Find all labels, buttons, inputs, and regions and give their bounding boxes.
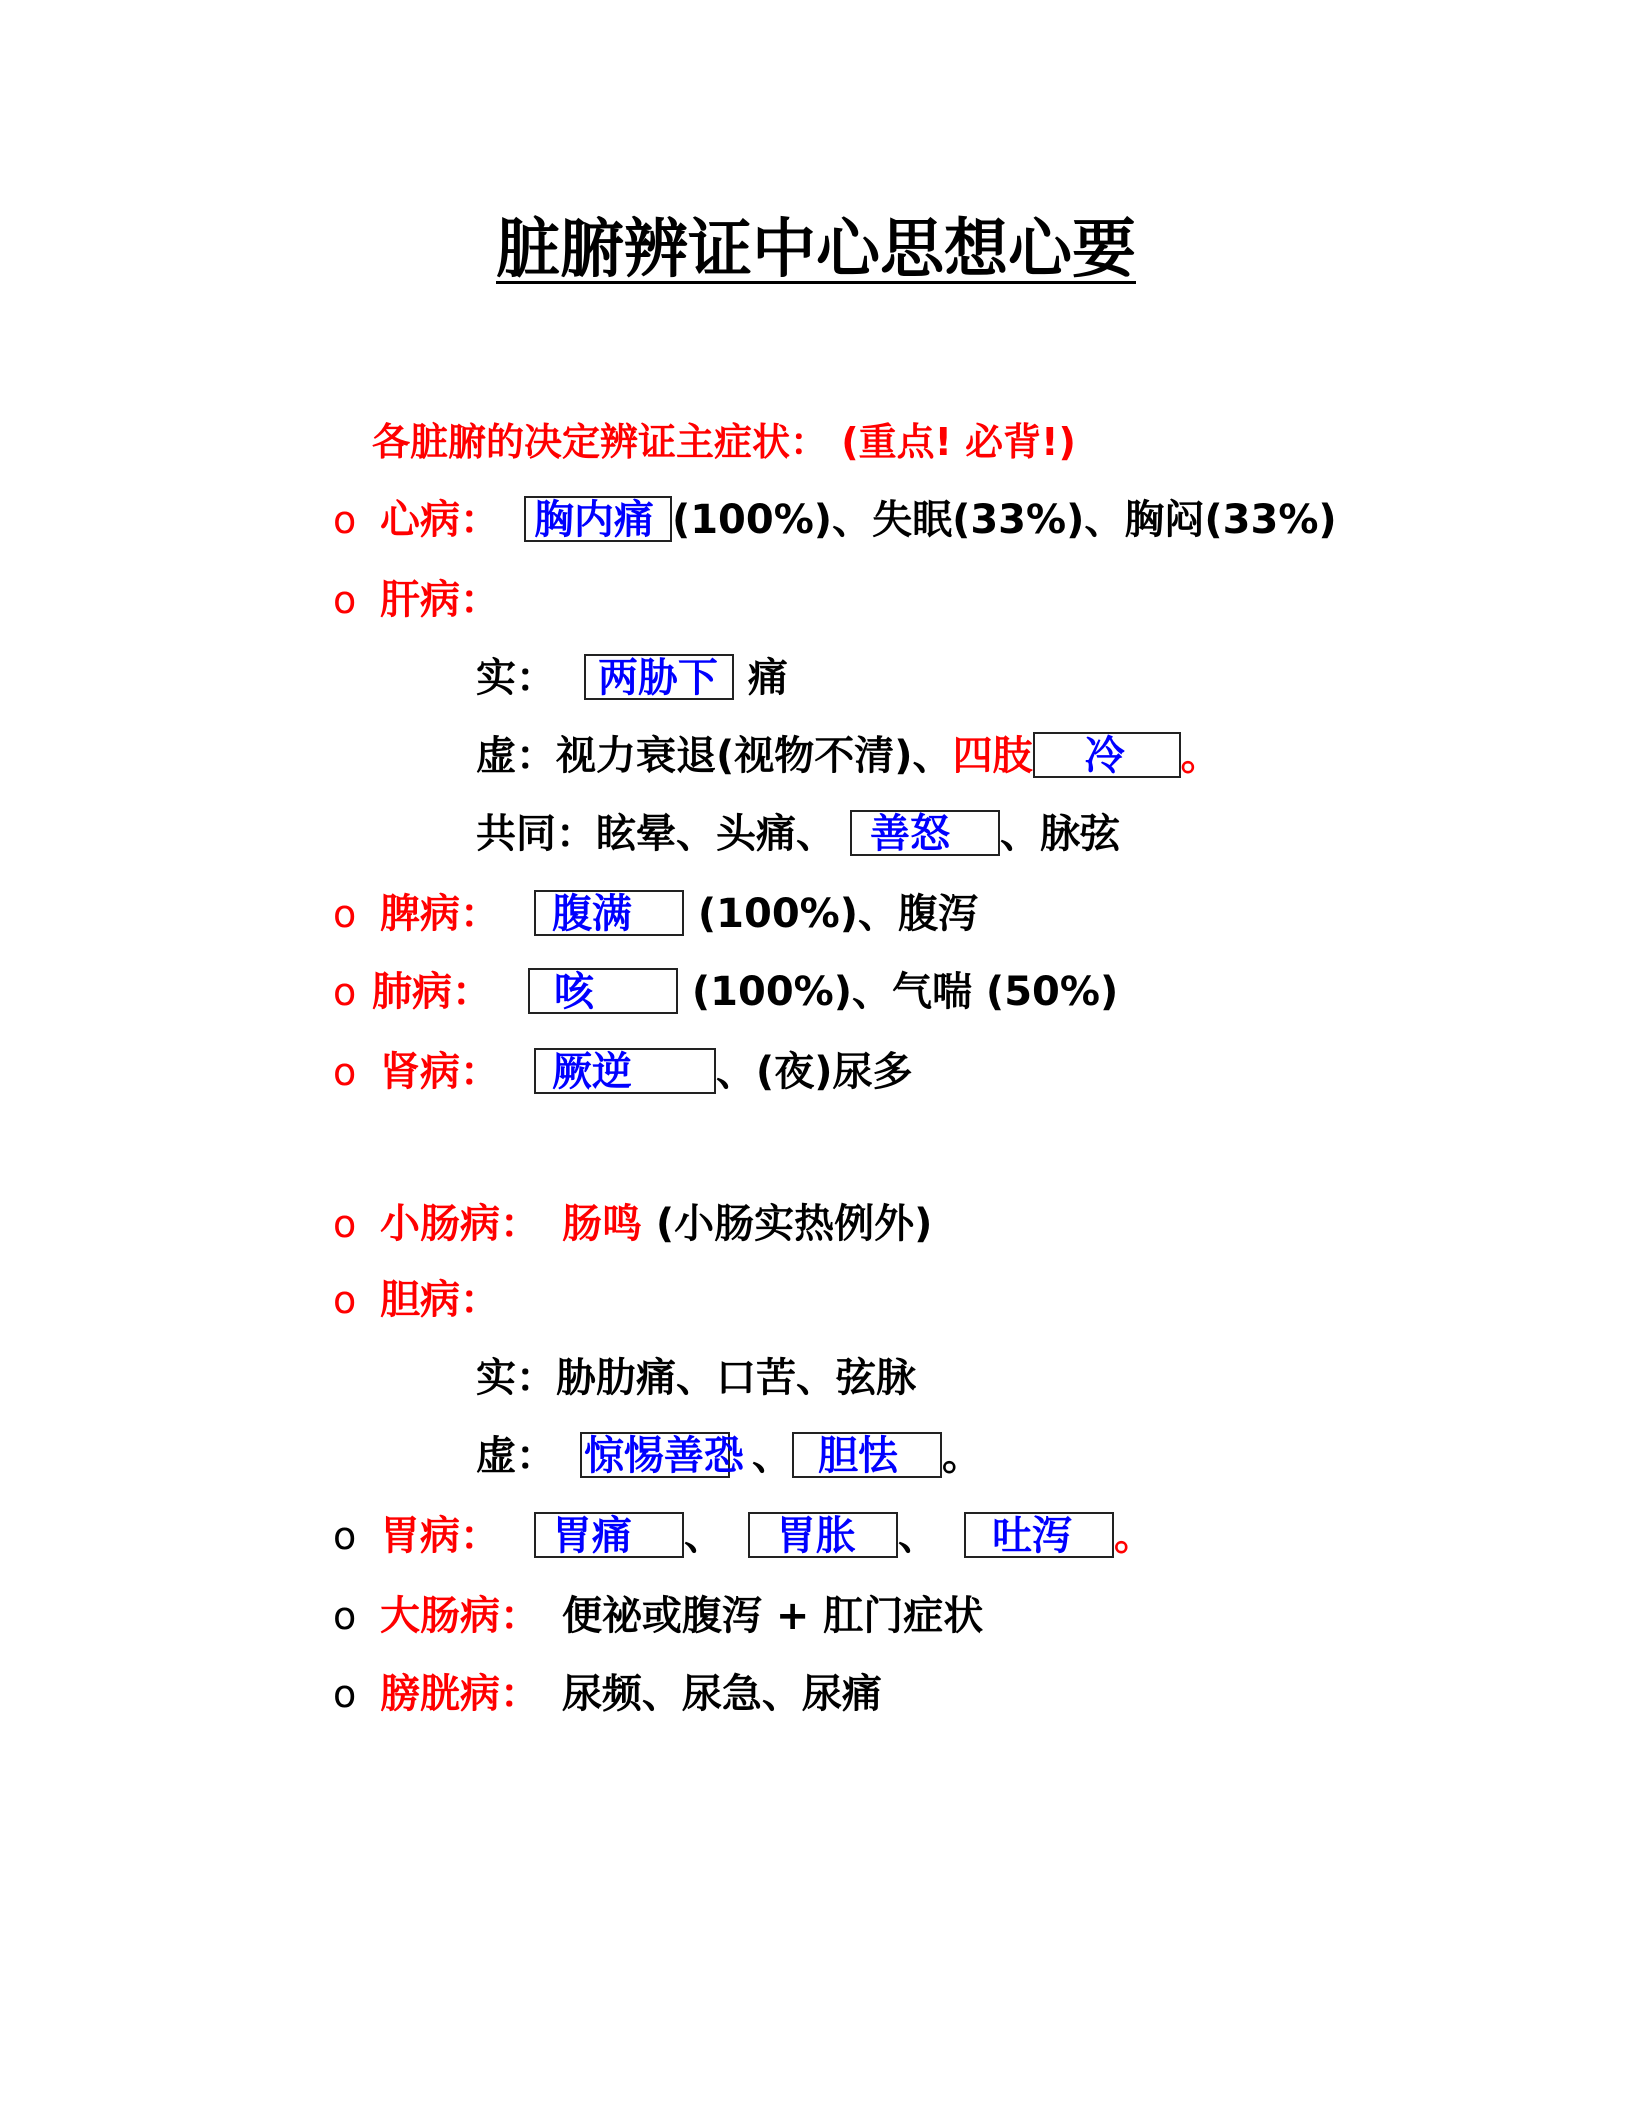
stomach-sep1: 、 — [683, 1513, 724, 1559]
bullet-heart: o — [333, 498, 357, 542]
liver-xu-box: 冷 — [1033, 732, 1181, 778]
gallbladder-xu-sep: 、 — [751, 1433, 792, 1479]
bullet-bladder: o — [333, 1672, 357, 1716]
gallbladder-label: 胆病： — [380, 1277, 500, 1323]
liver-shi-label: 实： — [476, 655, 556, 701]
liver-shi-rest: 痛 — [747, 655, 788, 701]
liver-common-row — [476, 806, 1120, 862]
bullet-gallbladder: o — [333, 1278, 357, 1322]
bladder-row — [380, 1666, 882, 1722]
large-intestine-label: 大肠病： — [380, 1593, 540, 1639]
liver-common-label: 共同： — [476, 811, 596, 857]
spleen-rest: (100%)、腹泻 — [697, 891, 979, 937]
heart-row — [380, 492, 1337, 548]
stomach-box3: 吐泻 — [964, 1512, 1114, 1558]
intro-heading: 各脏腑的决定辨证主症状： (重点! 必背!) — [372, 420, 1076, 464]
lung-box: 咳 — [528, 968, 678, 1014]
bullet-stomach: o — [333, 1514, 357, 1558]
small-intestine-label: 小肠病： — [380, 1201, 540, 1247]
liver-row — [380, 572, 500, 628]
lung-row — [372, 964, 1118, 1020]
spleen-label: 脾病： — [380, 891, 500, 937]
bullet-liver: o — [333, 578, 357, 622]
stomach-sep2: 、 — [897, 1513, 938, 1559]
gallbladder-xu-label: 虚： — [476, 1433, 556, 1479]
small-intestine-red: 肠鸣 — [561, 1201, 642, 1247]
gallbladder-xu-end: 。 — [941, 1433, 982, 1479]
liver-label: 肝病： — [380, 577, 500, 623]
liver-xu-red: 四肢 — [952, 733, 1033, 779]
liver-common-text: 眩晕、头痛、 — [596, 811, 836, 857]
spleen-box: 腹满 — [534, 890, 684, 936]
page-title: 脏腑辨证中心思想心要 — [496, 213, 1136, 287]
lung-rest: (100%)、气喘 (50%) — [691, 969, 1119, 1015]
spleen-row — [380, 886, 978, 942]
bladder-rest: 尿频、尿急、尿痛 — [561, 1671, 882, 1717]
kidney-row — [380, 1044, 913, 1100]
kidney-box: 厥逆 — [534, 1048, 716, 1094]
stomach-box2: 胃胀 — [748, 1512, 898, 1558]
gallbladder-shi-row — [476, 1350, 916, 1406]
liver-common-box: 善怒 — [850, 810, 1000, 856]
stomach-box1: 胃痛 — [534, 1512, 684, 1558]
bullet-kidney: o — [333, 1050, 357, 1094]
liver-xu-text: 视力衰退(视物不清)、 — [556, 733, 953, 779]
bullet-lung: o — [333, 970, 357, 1014]
bullet-large-intestine: o — [333, 1594, 357, 1638]
gallbladder-xu-box1: 惊惕善恐 — [580, 1432, 730, 1478]
heart-answer-box: 胸内痛 — [524, 496, 672, 542]
large-intestine-row — [380, 1588, 983, 1644]
bullet-small-intestine: o — [333, 1202, 357, 1246]
liver-xu-end: 。 — [1180, 733, 1221, 779]
small-intestine-rest: (小肠实热例外) — [655, 1201, 933, 1247]
stomach-label: 胃病： — [380, 1513, 500, 1559]
kidney-rest: 、(夜)尿多 — [715, 1049, 913, 1095]
liver-xu-label: 虚： — [476, 733, 556, 779]
bullet-spleen: o — [333, 892, 357, 936]
kidney-label: 肾病： — [380, 1049, 500, 1095]
heart-rest: (100%)、失眠(33%)、胸闷(33%) — [671, 497, 1337, 543]
gallbladder-shi-label: 实： — [476, 1355, 556, 1401]
stomach-row — [380, 1508, 1154, 1564]
liver-xu-row — [476, 728, 1221, 784]
lung-label: 肺病： — [372, 969, 492, 1015]
gallbladder-shi-text: 胁肋痛、口苦、弦脉 — [556, 1355, 916, 1401]
gallbladder-xu-row — [476, 1428, 982, 1484]
liver-shi-box: 两胁下 — [584, 654, 734, 700]
liver-common-rest: 、脉弦 — [1000, 811, 1120, 857]
small-intestine-row — [380, 1196, 932, 1252]
bladder-label: 膀胱病： — [380, 1671, 540, 1717]
gallbladder-row — [380, 1272, 500, 1328]
large-intestine-rest: 便祕或腹泻 + 肛门症状 — [561, 1593, 984, 1639]
heart-label: 心病： — [380, 497, 500, 543]
stomach-end: 。 — [1113, 1513, 1154, 1559]
gallbladder-xu-box2: 胆怯 — [792, 1432, 942, 1478]
liver-shi-row — [476, 650, 788, 706]
